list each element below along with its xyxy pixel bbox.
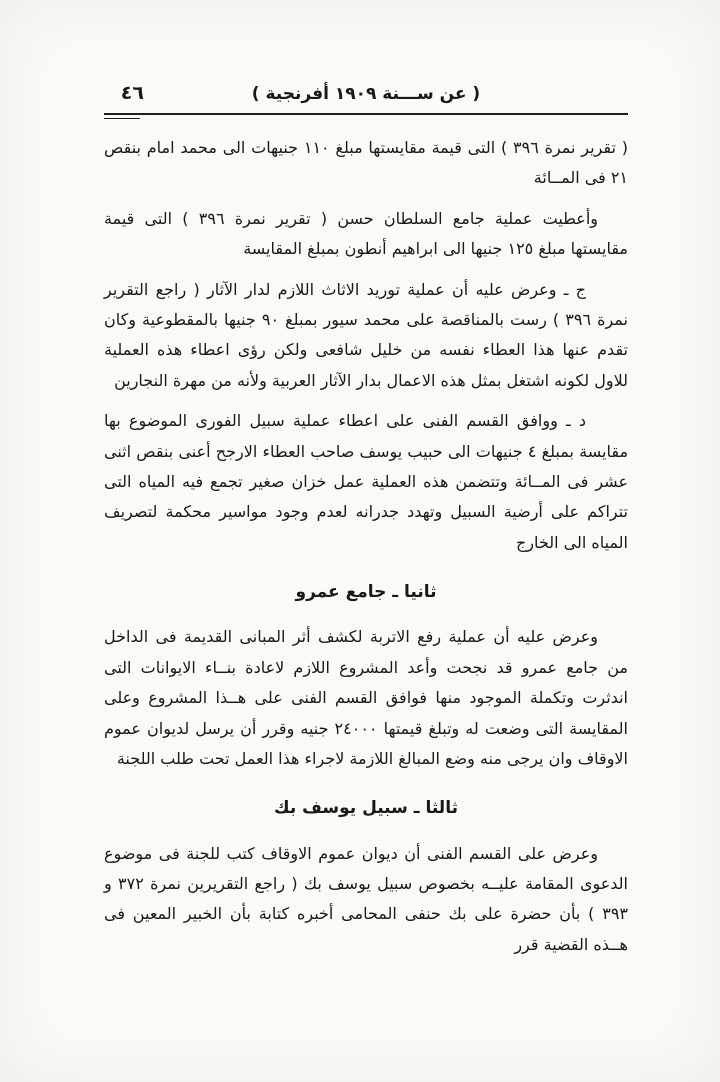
header-title: ( عن ســـنة ١٩٠٩ أفرنجية ) [251,84,481,104]
page-body [0,115,720,960]
paragraph-amr-mosque: وعرض عليه أن عملية رفع الاتربة لكشف أثر المبانى القديمة فى الداخل من جامع عمرو قد نجحت وأعد المشروع اللازم لاعادة بنــاء الايوانات التى اندثرت وتكملة الموجود منها فوافق القسم الفنى على هــذا المشروع وعلى المقايسة التى وضعت له وتبلغ قيمتها ٢٤٠٠٠ جنيه وقرر أن يرسل لديوان عموم الاوقاف وان يرجى منه وضع المبالغ اللازمة لاجراء هذا العمل تحت طلب اللجنة [104,627,628,768]
paragraph-report-396: ( تقرير نمرة ٣٩٦ ) التى قيمة مقايستها مبلغ ١١٠ جنيهات الى محمد امام بنقص ٢١ فى المــائة [104,138,629,188]
paragraph-sultan-hassan: وأعطيت عملية جامع السلطان حسن ( تقرير نمرة ٣٩٦ ) التى قيمة مقايستها مبلغ ١٢٥ جنيها الى ابراهيم أنطون بمبلغ المقايسة [104,208,628,259]
section-heading-sabil-yusuf: ثالثا ـ سبيل يوسف بك [274,798,458,819]
page-number: ٤٦ [120,82,144,104]
page-header [0,0,720,104]
paragraph-item-dal: د ـ ووافق القسم الفنى على اعطاء عملية سبيل الفورى الموضوع بها مقايسة بمبلغ ٤ جنيهات الى حبيب يوسف صاحب العطاء الارجح أعنى بنقص اثنى عشر فى المــائة وتتضمن هذه العملية عمل خزان صغير تجمع فيه المياه التى تتراكم على أرضية السبيل وتهدد جدرانه لعدم وجود مواسير محكمة لتصريف المياه الى الخارج [104,411,629,552]
paragraph-item-geem: ج ـ وعرض عليه أن عملية توريد الاثاث اللازم لدار الآثار ( راجع التقرير نمرة ٣٩٦ ) رست بالمناقصة على محمد سيور بمبلغ ٩٠ جنيها بالمقطوعية وكان تقدم عنها هذا العطاء نفسه من خليل شافعى ولكن رؤى اعطاء هذه العملية للاول لكونه اشتغل بمثل هذه الاعمال بدار الآثار العربية ولأنه من مهرة النجارين [104,279,629,390]
header-rule [104,113,628,115]
header-rule-tail [104,118,140,119]
section-heading-amr-mosque: ثانيا ـ جامع عمرو [295,582,437,603]
paragraph-sabil-yusuf: وعرض على القسم الفنى أن ديوان عموم الاوقاف كتب للجنة فى موضوع الدعوى المقامة عليــه بخصوص سبيل يوسف بك ( راجع التقريرين نمرة ٣٧٢ و ٣٩٣ ) بأن حضرة على بك حنفى المحامى أخبره كتابة بأن الخبير المعين فى هــذه القضية قرر [104,843,629,954]
